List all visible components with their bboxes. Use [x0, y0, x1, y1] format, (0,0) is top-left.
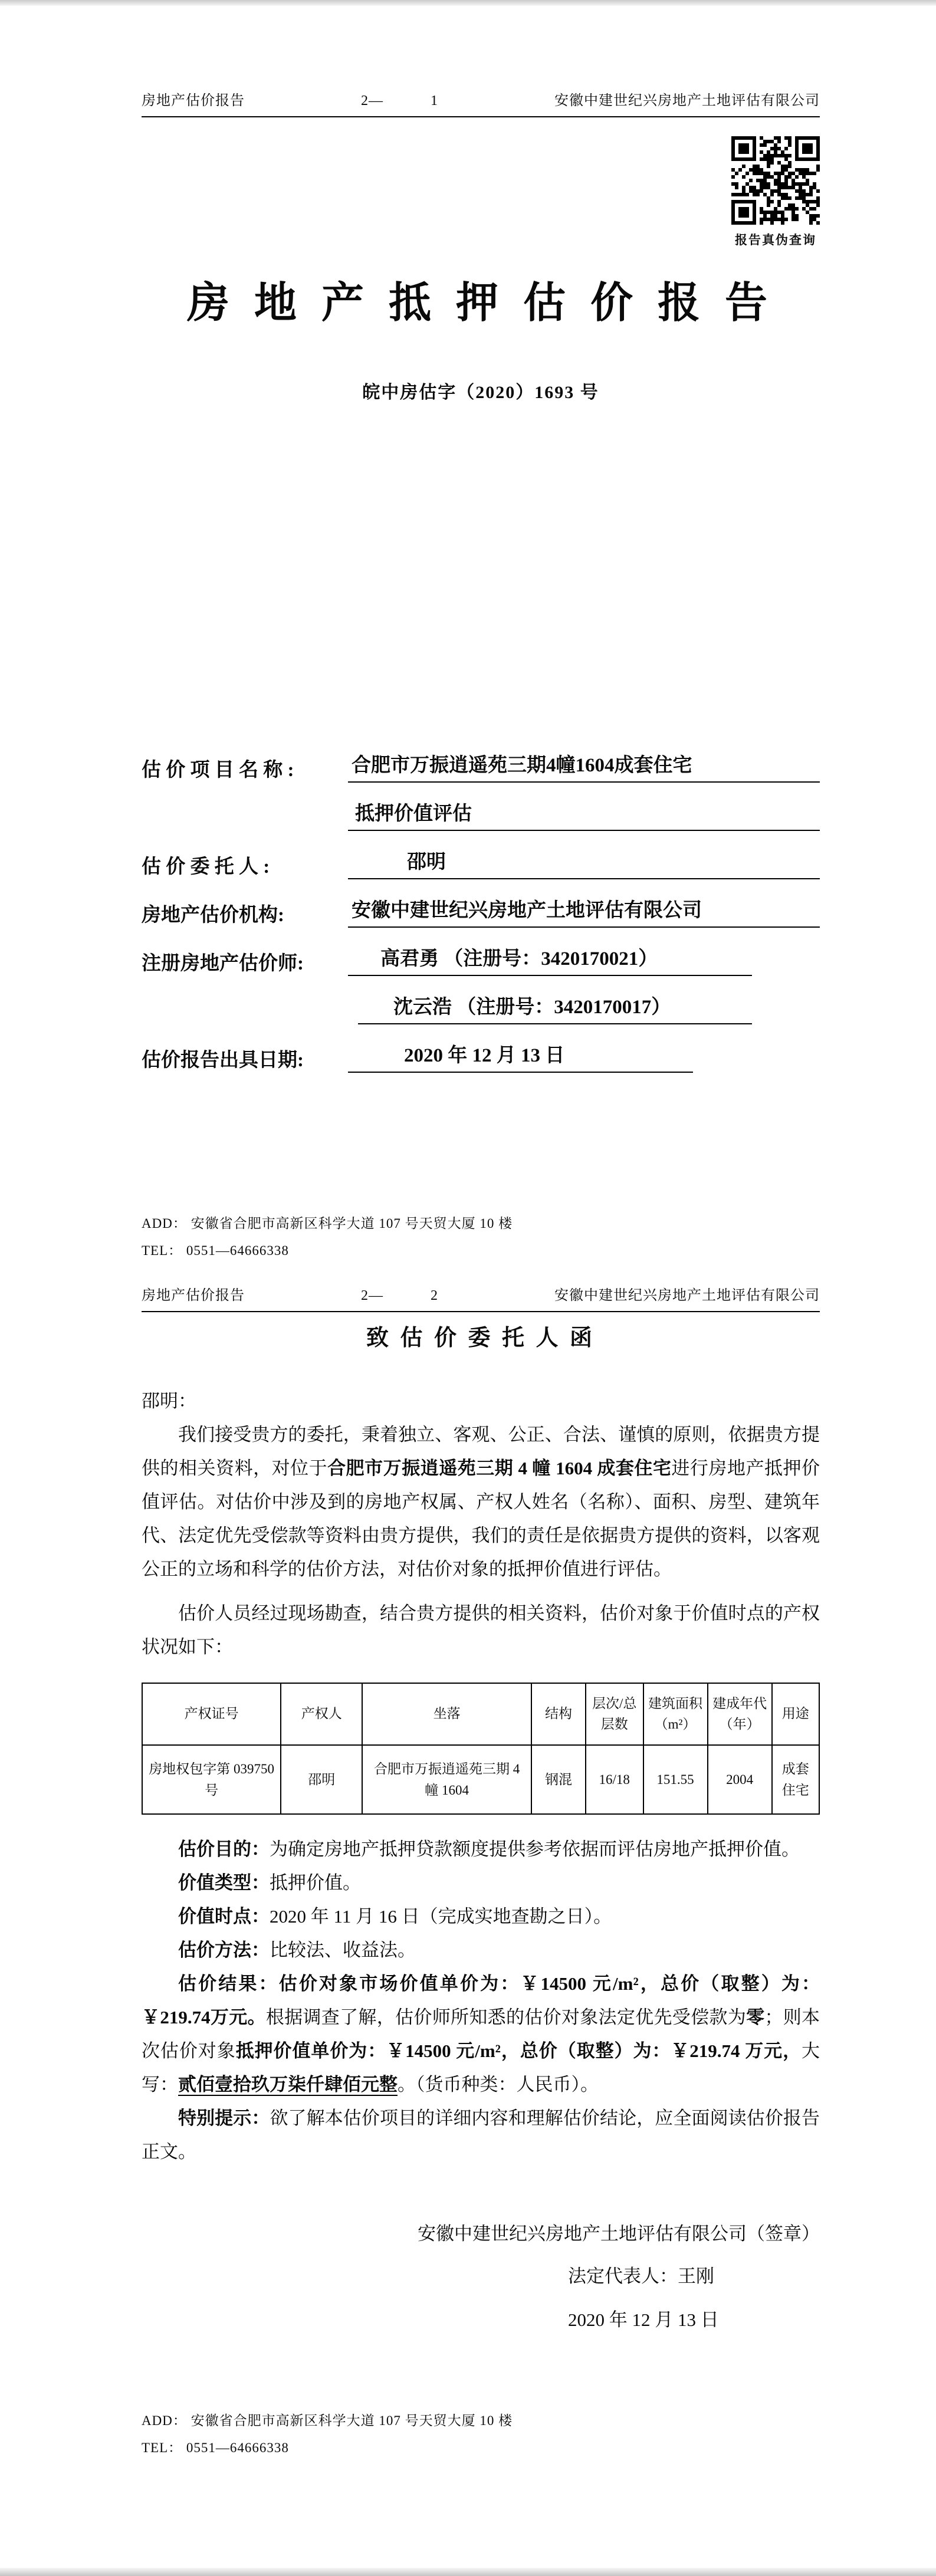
field-agency-value: 安徽中建世纪兴房地产土地评估有限公司 [348, 899, 820, 928]
valuation-summary-items [142, 1832, 820, 2168]
col-header-use: 用途 [772, 1683, 819, 1745]
col-header-year-built: 建成年代（年） [708, 1683, 772, 1745]
item-result: 估价结果：估价对象市场价值单价为：￥14500 元/m²，总价（取整）为：￥219.74万元。根据调查了解，估价师所知悉的估价对象法定优先受偿款为零；则本次估价对象抵押价值单价为：￥14500 元/m²，总价（取整）为：￥219.74 万元，大写：贰佰壹拾玖万柒仟肆佰元整。（货币种类：人民币）。 [142, 1973, 820, 2095]
col-header-area: 建筑面积（m²） [643, 1683, 708, 1745]
report-page-1 [0, 0, 936, 1274]
header-page-prefix: 2— [361, 93, 383, 109]
qr-code-icon [731, 136, 820, 225]
field-appraiser-1 [142, 928, 820, 976]
header-page-prefix: 2— [361, 1288, 383, 1303]
signature-block [142, 2220, 820, 2334]
header-page-indicator [361, 1288, 438, 1304]
field-appraiser-1-value: 高君勇 （注册号：3420170021） [348, 948, 752, 976]
cell-use: 成套住宅 [772, 1745, 819, 1814]
page-header [142, 0, 820, 117]
item-special-note: 特别提示：欲了解本估价项目的详细内容和理解估价结论，应全面阅读估价报告正文。 [142, 2108, 820, 2163]
cell-location: 合肥市万振逍遥苑三期 4 幢 1604 [362, 1745, 531, 1814]
field-client-value: 邵明 [348, 851, 820, 879]
document-number: 皖中房估字（2020）1693 号 [362, 383, 599, 403]
page-footer [142, 1210, 513, 1264]
col-header-certificate-no: 产权证号 [142, 1683, 281, 1745]
col-header-floor: 层次/总层数 [586, 1683, 643, 1745]
letter-paragraph-2: 估价人员经过现场勘查，结合贵方提供的相关资料，估价对象于价值时点的产权状况如下： [142, 1602, 820, 1657]
field-appraiser-label: 注册房地产估价师: [142, 953, 304, 975]
field-appraiser-2 [142, 976, 820, 1024]
col-header-structure: 结构 [531, 1683, 586, 1745]
property-rights-table [142, 1683, 820, 1815]
field-client-label: 估 价 委 托 人 : [142, 856, 270, 878]
field-report-date [142, 1024, 820, 1073]
header-page-indicator [361, 93, 438, 109]
item-value-date: 价值时点：2020 年 11 月 16 日（完成实地查勘之日）。 [178, 1906, 612, 1927]
table-header-row [142, 1683, 819, 1745]
page-number: 2 [431, 1288, 438, 1303]
field-project-name [142, 734, 820, 783]
footer-phone: TEL： 0551—64666338 [142, 2440, 289, 2455]
header-doc-type: 房地产估价报告 [142, 1288, 245, 1303]
cell-certificate-no: 房地权包字第 039750 号 [142, 1745, 281, 1814]
field-project-name-line2 [142, 783, 820, 831]
cover-fields [142, 734, 820, 1073]
field-client [142, 831, 820, 879]
field-appraiser-2-value: 沈云浩 （注册号：3420170017） [358, 996, 752, 1024]
field-project-name-label: 估 价 项 目 名 称 : [142, 760, 294, 781]
item-value-type: 价值类型：抵押价值。 [178, 1872, 361, 1894]
field-project-name-line2-value: 抵押价值评估 [348, 803, 820, 831]
col-header-owner: 产权人 [281, 1683, 362, 1745]
cell-year-built: 2004 [708, 1745, 772, 1814]
item-method: 估价方法：比较法、收益法。 [178, 1940, 416, 1961]
header-company: 安徽中建世纪兴房地产土地评估有限公司 [554, 93, 820, 109]
qr-caption: 报告真伪查询 [735, 233, 816, 247]
cell-structure: 钢混 [531, 1745, 586, 1814]
signature-company: 安徽中建世纪兴房地产土地评估有限公司（签章） [418, 2223, 820, 2245]
item-purpose: 估价目的：为确定房地产抵押贷款额度提供参考依据而评估房地产抵押价值。 [178, 1839, 800, 1860]
footer-address: ADD： 安徽省合肥市高新区科学大道 107 号天贸大厦 10 楼 [142, 2413, 513, 2428]
field-report-date-value: 2020 年 12 月 13 日 [348, 1044, 693, 1073]
cell-owner: 邵明 [281, 1745, 362, 1814]
col-header-location: 坐落 [362, 1683, 531, 1745]
signature-date: 2020 年 12 月 13 日 [568, 2309, 719, 2331]
letter-title: 致 估 价 委 托 人 函 [366, 1326, 595, 1351]
qr-block [728, 136, 823, 248]
signature-legal-rep: 法定代表人：王刚 [568, 2266, 714, 2287]
field-project-name-value: 合肥市万振逍遥苑三期4幢1604成套住宅 [348, 754, 820, 783]
field-agency-label: 房地产估价机构: [142, 905, 284, 926]
field-agency [142, 879, 820, 928]
page-header [142, 1274, 820, 1312]
cell-area: 151.55 [643, 1745, 708, 1814]
header-doc-type: 房地产估价报告 [142, 93, 245, 109]
report-title: 房 地 产 抵 押 估 价 报 告 [186, 280, 774, 327]
field-report-date-label: 估价报告出具日期: [142, 1050, 304, 1072]
footer-address: ADD： 安徽省合肥市高新区科学大道 107 号天贸大厦 10 楼 [142, 1216, 513, 1231]
page-footer [142, 2407, 513, 2462]
footer-phone: TEL： 0551—64666338 [142, 1243, 289, 1258]
header-company: 安徽中建世纪兴房地产土地评估有限公司 [554, 1288, 820, 1303]
report-page-2 [0, 1274, 936, 2576]
table-row [142, 1745, 819, 1814]
page-number: 1 [431, 93, 438, 109]
letter-paragraph-1: 我们接受贵方的委托，秉着独立、客观、公正、合法、谨慎的原则，依据贵方提供的相关资料，对位于合肥市万振逍遥苑三期 4 幢 1604 成套住宅进行房地产抵押价值评估。对估价中涉及到的房地产权属、产权人姓名（名称）、面积、房型、建筑年代、法定优先受偿款等资料由贵方提供，我们的责任是依据贵方提供的资料，以客观公正的立场和科学的估价方法，对估价对象的抵押价值进行评估。 [142, 1424, 820, 1579]
letter-salutation: 邵明： [142, 1390, 196, 1411]
scan-edge-top [0, 0, 936, 6]
scan-edge-bottom [0, 2568, 936, 2576]
cell-floor: 16/18 [586, 1745, 643, 1814]
